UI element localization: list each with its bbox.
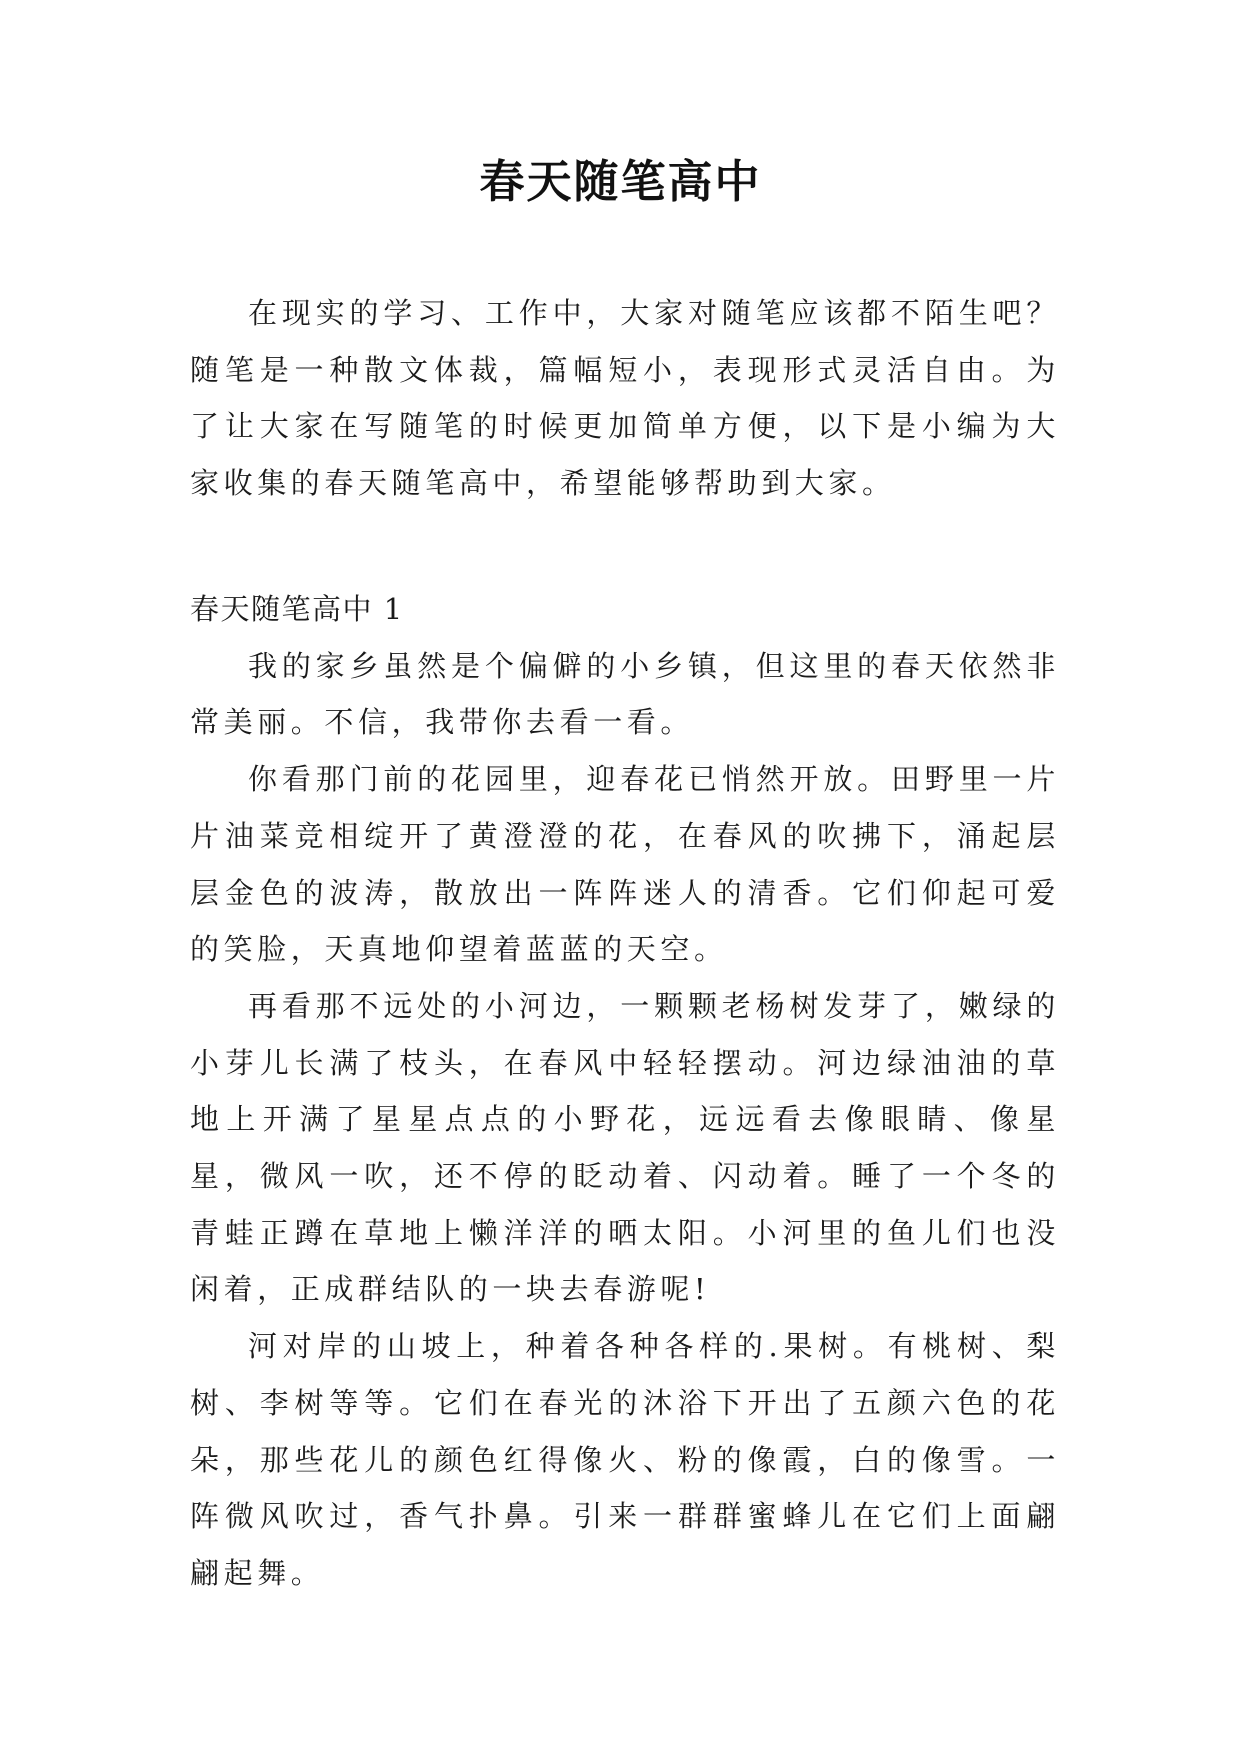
intro-section [190,285,1060,512]
body-paragraph-1: 我的家乡虽然是个偏僻的小乡镇，但这里的春天依然非常美丽。不信，我带你去看一看。 [190,648,1060,740]
body-paragraph-4: 河对岸的山坡上，种着各种各样的.果树。有桃树、梨树、李树等等。它们在春光的沐浴下开出了五颜六色的花朵，那些花儿的颜色红得像火、粉的像霞，白的像雪。一阵微风吹过，香气扑鼻。引来一群群蜜蜂儿在它们上面翩翩起舞。 [190,1329,1060,1590]
body-paragraph-2: 你看那门前的花园里，迎春花已悄然开放。田野里一片片油菜竞相绽开了黄澄澄的花，在春风的吹拂下，涌起层层金色的波涛，散放出一阵阵迷人的清香。它们仰起可爱的笑脸，天真地仰望着蓝蓝的天空。 [190,762,1060,967]
document-title: 春天随笔高中 [479,155,762,208]
intro-paragraph: 在现实的学习、工作中，大家对随笔应该都不陌生吧？随笔是一种散文体裁，篇幅短小，表现形式灵活自由。为了让大家在写随笔的时候更加简单方便，以下是小编为大家收集的春天随笔高中，希望能够帮助到大家。 [190,296,1060,501]
section-heading: 春天随笔高中 1 [190,592,404,626]
article-body [190,581,1060,1602]
body-paragraph-3: 再看那不远处的小河边，一颗颗老杨树发芽了，嫩绿的小芽儿长满了枝头，在春风中轻轻摆动。河边绿油油的草地上开满了星星点点的小野花，远远看去像眼睛、像星星，微风一吹，还不停的眨动着、闪动着。睡了一个冬的青蛙正蹲在草地上懒洋洋的晒太阳。小河里的鱼儿们也没闲着，正成群结队的一块去春游呢! [190,988,1060,1307]
